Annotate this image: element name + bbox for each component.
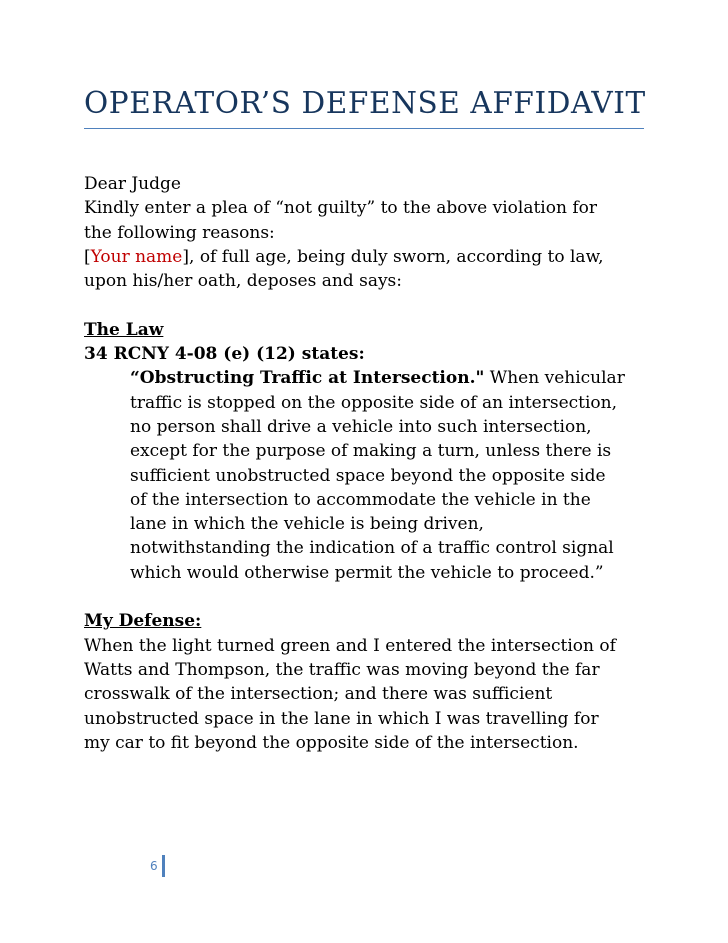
page-number-bar	[162, 855, 165, 877]
law-quote-first-line	[84, 366, 654, 390]
law-citation: 34 RCNY 4-08 (e) (12) states:	[84, 344, 365, 365]
bracket-open: [	[84, 246, 91, 267]
intro-line: the following reasons:	[84, 222, 275, 243]
paragraph-gap	[84, 293, 654, 317]
defense-line: my car to fit beyond the opposite side of the intersection.	[84, 732, 579, 753]
defense-line: crosswalk of the intersection; and there was sufficient	[84, 684, 553, 705]
oath-line-1	[84, 245, 654, 269]
intro-line: Kindly enter a plea of “not guilty” to the above violation for	[84, 198, 597, 219]
law-quote-line: sufficient unobstructed space beyond the opposite side	[130, 465, 606, 486]
oath-line-2: upon his/her oath, deposes and says:	[84, 271, 403, 292]
law-quote-line: notwithstanding the indication of a traffic control signal	[130, 538, 614, 559]
title-underline-rule	[84, 128, 644, 129]
law-heading: The Law	[84, 319, 164, 340]
law-quote-line: except for the purpose of making a turn, unless there is	[130, 441, 612, 462]
page-number: 6	[150, 859, 158, 873]
paragraph-gap	[84, 585, 654, 609]
defense-line: unobstructed space in the lane in which I was travelling for	[84, 708, 599, 729]
salutation: Dear Judge	[84, 174, 181, 194]
defense-heading: My Defense:	[84, 611, 202, 632]
name-placeholder: Your name	[90, 246, 183, 267]
document-body	[84, 172, 654, 755]
law-quote-first-rest: When vehicular	[484, 368, 625, 389]
law-quote-line: traffic is stopped on the opposite side of an intersection,	[130, 392, 618, 413]
defense-line: When the light turned green and I entered the intersection of	[84, 635, 616, 656]
law-quote-line: of the intersection to accommodate the vehicle in the	[130, 489, 591, 510]
oath-line-1-rest: ], of full age, being duly sworn, according to law,	[182, 246, 604, 267]
document-title: OPERATOR’S DEFENSE AFFIDAVIT	[84, 86, 646, 120]
law-quote-title: “Obstructing Traffic at Intersection."	[130, 368, 485, 389]
defense-line: Watts and Thompson, the traffic was moving beyond the far	[84, 659, 600, 680]
law-quote-line: no person shall drive a vehicle into such intersection,	[130, 416, 592, 437]
law-quote-line: which would otherwise permit the vehicle to proceed.”	[130, 562, 604, 583]
law-quote-line: lane in which the vehicle is being driven,	[130, 514, 484, 535]
